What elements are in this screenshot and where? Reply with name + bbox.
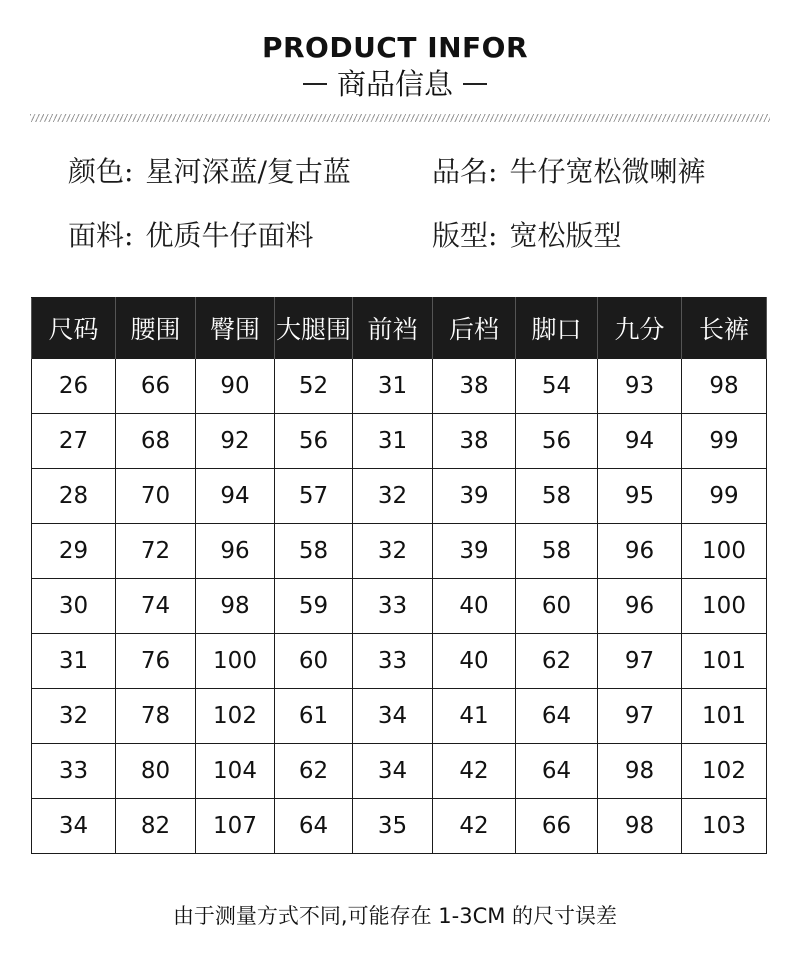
header-cell-full-length: 长裤 [682,298,767,359]
title-chinese: 商品信息 [336,67,453,101]
info-fabric-label: 面料: [68,219,134,252]
measurement-note: 由于测量方式不同,可能存在 1-3CM 的尺寸误差 [172,904,618,928]
table-cell: 28 [32,469,116,524]
info-color-value: 星河深蓝/复古蓝 [145,155,351,188]
table-row [32,799,767,854]
table-cell: 26 [32,359,116,414]
info-fit-label: 版型: [432,219,498,252]
table-cell: 31 [353,414,433,469]
table-cell: 64 [275,799,353,854]
table-cell: 66 [116,359,196,414]
title-dash-left [303,83,327,85]
info-fabric [68,214,313,254]
table-cell: 62 [516,634,598,689]
table-cell: 52 [275,359,353,414]
table-cell: 80 [116,744,196,799]
table-cell: 100 [682,524,767,579]
table-cell: 42 [433,744,516,799]
table-cell: 58 [275,524,353,579]
size-chart-table [31,297,767,854]
table-cell: 101 [682,634,767,689]
table-cell: 93 [598,359,682,414]
header-cell-size: 尺码 [32,298,116,359]
table-cell: 31 [353,359,433,414]
table-cell: 98 [682,359,767,414]
info-color-label: 颜色: [68,155,134,188]
table-cell: 33 [353,579,433,634]
table-row [32,359,767,414]
table-cell: 96 [196,524,275,579]
table-cell: 98 [196,579,275,634]
table-cell: 72 [116,524,196,579]
table-cell: 35 [353,799,433,854]
table-row [32,744,767,799]
table-cell: 58 [516,524,598,579]
info-fit-value: 宽松版型 [509,219,622,252]
table-cell: 98 [598,799,682,854]
table-cell: 56 [275,414,353,469]
table-cell: 32 [353,524,433,579]
table-cell: 66 [516,799,598,854]
table-cell: 76 [116,634,196,689]
table-cell: 90 [196,359,275,414]
info-color [68,150,351,190]
table-cell: 30 [32,579,116,634]
table-cell: 100 [682,579,767,634]
info-fit [432,214,621,254]
table-cell: 99 [682,414,767,469]
table-cell: 97 [598,634,682,689]
table-cell: 32 [32,689,116,744]
title-dash-right [463,83,487,85]
table-cell: 82 [116,799,196,854]
table-cell: 27 [32,414,116,469]
table-cell: 98 [598,744,682,799]
table-cell: 97 [598,689,682,744]
table-cell: 94 [598,414,682,469]
table-cell: 107 [196,799,275,854]
hatched-divider [30,114,770,122]
table-cell: 38 [433,414,516,469]
header-cell-ankle-length: 九分 [598,298,682,359]
table-cell: 34 [353,744,433,799]
table-cell: 68 [116,414,196,469]
table-body [32,359,767,854]
table-cell: 64 [516,689,598,744]
table-cell: 60 [516,579,598,634]
table-cell: 61 [275,689,353,744]
info-name-value: 牛仔宽松微喇裤 [509,155,706,188]
header-cell-back-rise: 后档 [433,298,516,359]
header-cell-waist: 腰围 [116,298,196,359]
table-cell: 40 [433,579,516,634]
table-cell: 57 [275,469,353,524]
table-header-row [32,298,767,359]
header-cell-hip: 臀围 [196,298,275,359]
table-cell: 29 [32,524,116,579]
table-cell: 33 [353,634,433,689]
table-cell: 38 [433,359,516,414]
table-cell: 62 [275,744,353,799]
table-cell: 102 [682,744,767,799]
table-cell: 96 [598,579,682,634]
table-cell: 103 [682,799,767,854]
table-cell: 39 [433,469,516,524]
info-name-label: 品名: [432,155,498,188]
table-cell: 58 [516,469,598,524]
table-cell: 40 [433,634,516,689]
title-chinese-row [0,66,790,102]
table-cell: 60 [275,634,353,689]
table-cell: 102 [196,689,275,744]
table-cell: 39 [433,524,516,579]
table-cell: 34 [32,799,116,854]
table-cell: 54 [516,359,598,414]
table-cell: 74 [116,579,196,634]
table-cell: 34 [353,689,433,744]
header-cell-front-rise: 前裆 [353,298,433,359]
table-cell: 96 [598,524,682,579]
table-row [32,469,767,524]
table-row [32,524,767,579]
table-cell: 59 [275,579,353,634]
info-name [432,150,705,190]
table-cell: 104 [196,744,275,799]
table-cell: 95 [598,469,682,524]
table-cell: 99 [682,469,767,524]
table-row [32,689,767,744]
table-cell: 101 [682,689,767,744]
table-row [32,414,767,469]
title-english: PRODUCT INFOR [261,31,529,64]
table-row [32,634,767,689]
table-cell: 32 [353,469,433,524]
info-fabric-value: 优质牛仔面料 [145,219,314,252]
table-cell: 94 [196,469,275,524]
table-cell: 31 [32,634,116,689]
table-cell: 42 [433,799,516,854]
table-cell: 92 [196,414,275,469]
table-cell: 70 [116,469,196,524]
header-cell-thigh: 大腿围 [275,298,353,359]
table-cell: 41 [433,689,516,744]
table-cell: 64 [516,744,598,799]
table-cell: 33 [32,744,116,799]
table-cell: 100 [196,634,275,689]
table-row [32,579,767,634]
header-cell-leg-opening: 脚口 [516,298,598,359]
table-cell: 56 [516,414,598,469]
table-cell: 78 [116,689,196,744]
page-header [0,30,790,102]
